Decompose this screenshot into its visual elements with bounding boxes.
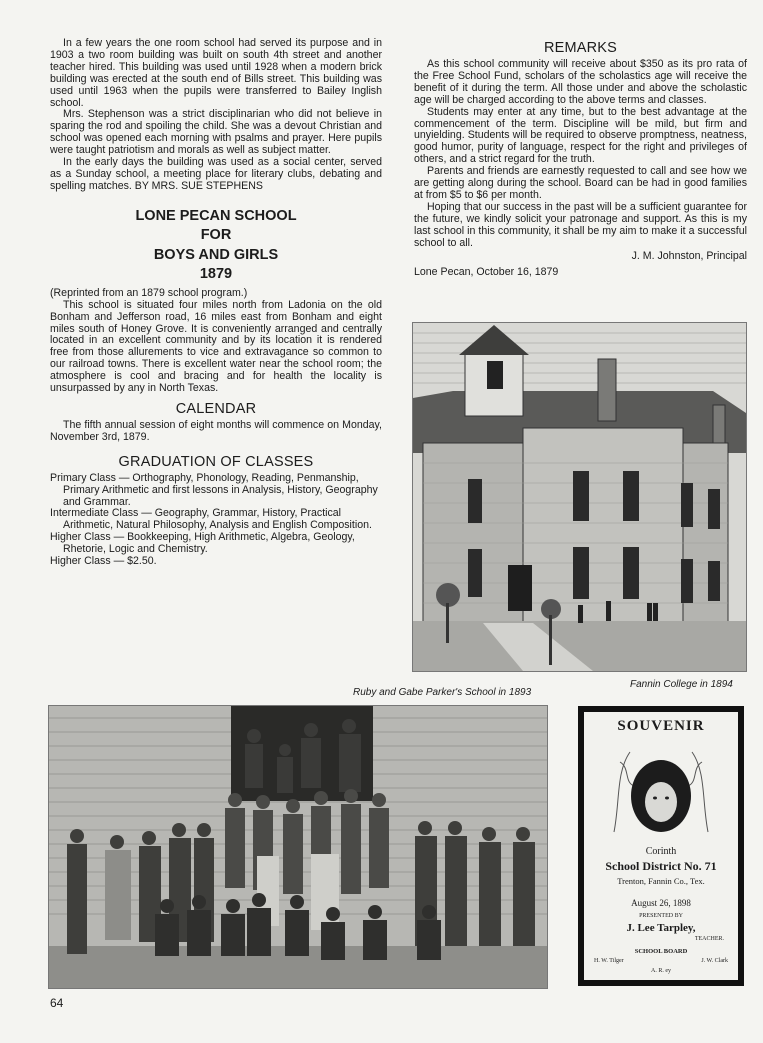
souvenir-location: Trenton, Fannin Co., Tex. <box>617 876 705 886</box>
class-item: Primary Class — Orthography, Phonology, Reading, Penmanship, Primary Arithmetic and first lessons in Analysis, History, Geography and Grammar. <box>50 471 378 508</box>
souvenir-presented-by: PRESENTED BY <box>639 913 683 919</box>
fannin-caption: Fannin College in 1894 <box>630 679 733 690</box>
souvenir-board-right: J. W. Clark <box>701 958 728 964</box>
school-title-year: 1879 <box>199 266 233 283</box>
page-number: 64 <box>50 996 64 1010</box>
school-title-line: FOR <box>200 227 232 244</box>
souvenir-teacher-role: TEACHER. <box>694 936 724 942</box>
class-item: Intermediate Class — Geography, Grammar, History, Practical Arithmetic, Natural Philosophy, Analysis and English Composition. <box>50 507 372 532</box>
intro-paragraph: In a few years the one room school had served its purpose and in 1903 a two room building was built on south 4th street and another teacher hired. This building was used until 1928 when a modern brick building was erected at the south end of Bills street. This building was used until 1963 when the pupils were transferred to Bailey Inglish school. <box>50 37 382 109</box>
souvenir-board-left: H. W. Tilger <box>594 958 624 964</box>
school-title-block <box>50 207 382 285</box>
souvenir-district: School District No. 71 <box>605 859 717 873</box>
reprint-note: (Reprinted from an 1879 school program.) <box>50 286 248 299</box>
souvenir-teacher: J. Lee Tarpley, <box>626 922 696 934</box>
left-column <box>50 38 382 568</box>
remarks-paragraph: As this school community will receive about $350 as its pro rata of the Free School Fund, scholars of the scholastics age will receive the benefit of it during the term. All those under and above the scholastic age will be charged according to the above terms and classes. <box>414 58 747 106</box>
souvenir-card <box>578 706 744 986</box>
calendar-text: The fifth annual session of eight months will commence on Monday, November 3rd, 1879. <box>50 418 382 443</box>
remarks-paragraph: Hoping that our success in the past will be a sufficient guarantee for the future, we kindly solicit your patronage and support. As this is my last school in this community, it shall be my aim to make it a successful school to all. <box>414 200 747 249</box>
intro-paragraph: Mrs. Stephenson was a strict disciplinarian who did not believe in sparing the rod and spoiling the child. She was a devout Christian and school was opened each morning with psalms and prayer. Here pupils were taught patriotism and morals as well as subject matter. <box>50 108 382 157</box>
souvenir-card-inner <box>584 712 738 980</box>
remarks-heading: REMARKS <box>543 40 618 56</box>
school-title-line: BOYS AND GIRLS <box>153 246 279 263</box>
fannin-college-illustration <box>413 323 746 671</box>
school-description: This school is situated four miles north from Ladonia on the old Bonham and Jefferson road, 16 miles east from Bonham and eight miles south of Honey Grove. It is conveniently arranged and centrally located in an excellent community and by its location it is rendered free from those allurements to vice and extravagance so common to our railroad towns. There is excellent water near the school room; the atmosphere is cool and bracing and for health the locality is unsurpassed by any in North Texas. <box>50 298 382 395</box>
remarks-paragraph: Students may enter at any time, but to the best advantage at the commencement of the term. Discipline will be mild, but firm and unyielding. Students will be required to observe promptness, neatness, good humor, purity of language, respect for the right and privileges of others, and a strict regard for the truth. <box>414 105 747 166</box>
graduation-heading: GRADUATION OF CLASSES <box>118 453 314 470</box>
school-title-line: LONE PECAN SCHOOL <box>135 207 297 224</box>
souvenir-title: SOUVENIR <box>617 718 705 734</box>
portrait-icon <box>610 742 712 838</box>
souvenir-board-bottom: A. R. ey <box>651 968 671 974</box>
right-column <box>414 40 747 278</box>
class-photo-illustration <box>49 706 547 988</box>
class-item: Higher Class — Bookkeeping, High Arithmetic, Algebra, Geology, Rhetorie, Logic and Chemistry. <box>50 531 355 556</box>
class-item: Higher Class — $2.50. <box>50 555 157 568</box>
signature: J. M. Johnston, Principal <box>631 249 747 262</box>
souvenir-place: Corinth <box>645 846 677 857</box>
class-photo <box>48 705 548 989</box>
fannin-college-image <box>412 322 747 672</box>
intro-paragraph: In the early days the building was used as a social center, served as a Sunday school, a meeting place for literary clubs, debating and spelling matches. BY MRS. SUE STEPHENS <box>50 156 382 192</box>
souvenir-board-heading: SCHOOL BOARD <box>634 948 688 955</box>
remarks-paragraph: Parents and friends are earnestly requested to call and see how we are getting along during the school. Board can be had in good families at from $5 to $6 per month. <box>414 165 747 201</box>
calendar-heading: CALENDAR <box>175 400 257 417</box>
place-date: Lone Pecan, October 16, 1879 <box>414 265 559 278</box>
souvenir-date: August 26, 1898 <box>631 898 691 908</box>
parker-caption: Ruby and Gabe Parker's School in 1893 <box>353 687 532 698</box>
